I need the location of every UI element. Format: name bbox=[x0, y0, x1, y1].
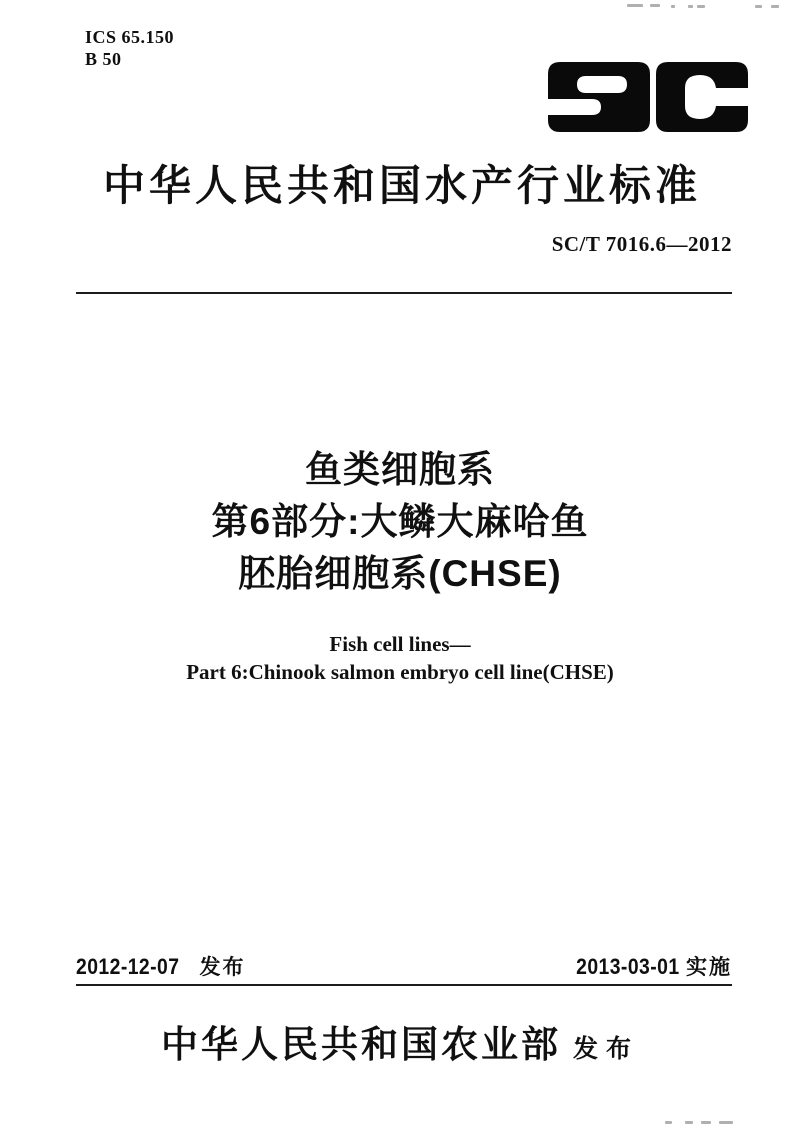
bottom-divider bbox=[76, 984, 732, 986]
scan-artifact-dash bbox=[665, 1121, 672, 1124]
scan-artifact-dash bbox=[771, 5, 779, 8]
implementation-date-label: 实施 bbox=[686, 956, 732, 979]
scan-artifact-dash bbox=[755, 5, 762, 8]
dates-row bbox=[76, 951, 732, 981]
title-line-2: 第6部分:大鳞大麻哈鱼 bbox=[211, 501, 589, 542]
implementation-date bbox=[562, 951, 732, 981]
title-line-1: 鱼类细胞系 bbox=[305, 449, 495, 490]
scan-artifact-dash bbox=[685, 1121, 693, 1124]
english-title-line-2: Part 6:Chinook salmon embryo cell line(CHSE) bbox=[186, 660, 614, 684]
ics-classification-block bbox=[85, 26, 174, 70]
scan-artifact-dash bbox=[671, 5, 675, 8]
scan-artifact-dash bbox=[688, 5, 693, 8]
document-title-english bbox=[0, 630, 800, 686]
classification-code: B 50 bbox=[85, 49, 122, 69]
sc-logo-icon bbox=[548, 62, 748, 132]
scan-artifact-dash bbox=[627, 4, 643, 7]
document-title bbox=[0, 444, 800, 600]
title-line-3: 胚胎细胞系(CHSE) bbox=[238, 553, 562, 594]
ics-code: ICS 65.150 bbox=[85, 27, 175, 47]
scan-artifact-dash bbox=[697, 5, 705, 8]
scan-artifact-dash bbox=[650, 4, 660, 7]
sc-logo bbox=[548, 62, 748, 132]
publisher-name: 中华人民共和国农业部 bbox=[160, 1025, 561, 1066]
standard-body-title: 中华人民共和国水产行业标准 bbox=[102, 162, 701, 209]
standard-number: SC/T 7016.6—2012 bbox=[551, 232, 732, 256]
publisher-line bbox=[0, 1014, 800, 1068]
issue-date bbox=[76, 951, 246, 981]
implementation-date-value: 2013-03-01 bbox=[576, 954, 680, 979]
publisher-action: 发布 bbox=[572, 1035, 639, 1063]
english-title-line-1: Fish cell lines— bbox=[329, 632, 471, 656]
issue-date-label: 发布 bbox=[199, 956, 246, 979]
scan-artifact-dash bbox=[701, 1121, 711, 1124]
issue-date-value: 2012-12-07 bbox=[76, 954, 180, 979]
scan-artifact-dash bbox=[719, 1121, 733, 1124]
top-divider bbox=[76, 292, 732, 294]
